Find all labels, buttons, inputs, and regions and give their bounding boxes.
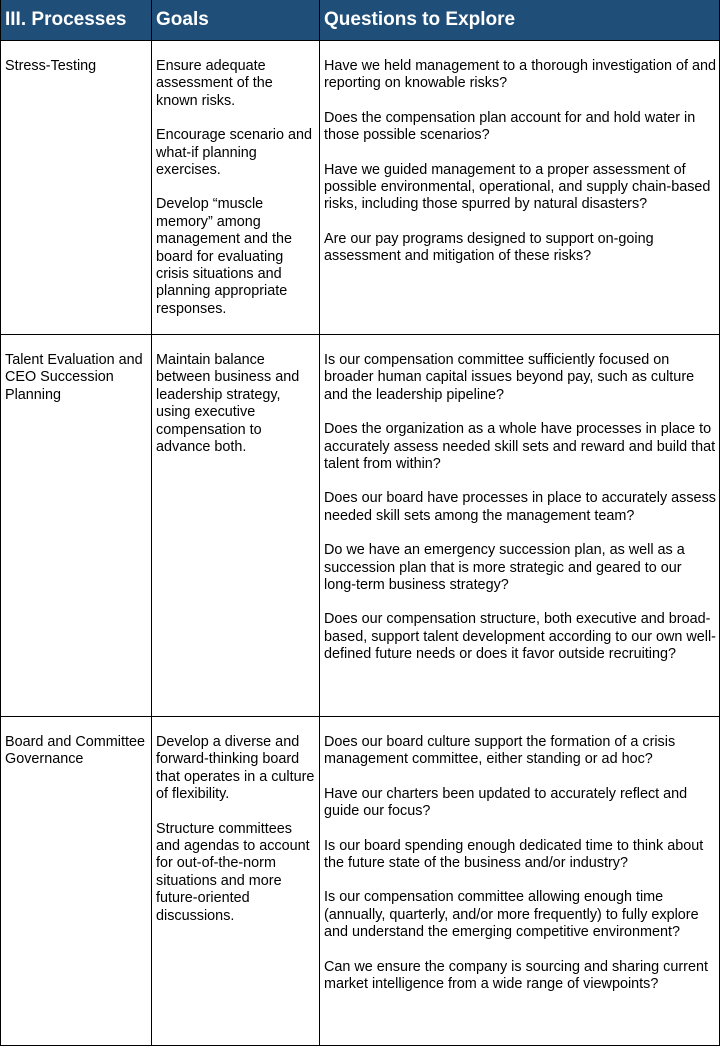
header-goals: Goals bbox=[156, 9, 209, 30]
table-header bbox=[0, 0, 720, 41]
table-row-goals bbox=[156, 734, 316, 925]
question-item: Is our compensation committee sufficiently focused on broader human capital issues beyond pay, such as culture and the leadership pipeline? bbox=[324, 352, 695, 403]
question-item: Have we held management to a thorough investigation of and reporting on knowable risks? bbox=[324, 58, 717, 92]
goal-item: Ensure adequate assessment of the known risks. bbox=[156, 58, 273, 109]
question-item: Does our board have processes in place to accurately assess needed skill sets among the management team? bbox=[324, 490, 716, 524]
border-left bbox=[0, 0, 1, 1046]
question-item: Have we guided management to a proper assessment of possible environmental, operational, and supply chain-based risks, including those spurred by natural disasters? bbox=[324, 161, 711, 213]
table-row-process: Board and Committee Governance bbox=[5, 734, 145, 768]
question-item: Have our charters been updated to accurately reflect and guide our focus? bbox=[324, 785, 688, 820]
question-item: Do we have an emergency succession plan, as well as a succession plan that is more strategic and geared to our long-term business strategy? bbox=[324, 542, 685, 594]
table-row-questions bbox=[324, 352, 716, 664]
question-item: Can we ensure the company is sourcing and sharing current market intelligence from a wide range of viewpoints? bbox=[324, 958, 708, 993]
goal-item: Structure committees and agendas to account for out-of-the-norm situations and more future-oriented discussions. bbox=[156, 820, 310, 924]
header-questions: Questions to Explore bbox=[324, 9, 516, 30]
table-row-questions bbox=[324, 734, 716, 993]
goal-item: Encourage scenario and what-if planning exercises. bbox=[156, 127, 313, 179]
question-item: Does the compensation plan account for and hold water in those possible scenarios? bbox=[324, 109, 696, 144]
column-divider-2 bbox=[319, 0, 320, 1046]
question-item: Does the organization as a whole have processes in place to accurately assess needed skill sets and reward and build that talent from within? bbox=[324, 421, 716, 473]
question-item: Is our compensation committee allowing enough time (annually, quarterly, and/or more frequently) to fully explore and understand the emerging competitive environment? bbox=[324, 889, 699, 941]
table-row-goals bbox=[156, 58, 316, 318]
table-row-process: Talent Evaluation and CEO Succession Planning bbox=[5, 352, 143, 403]
question-item: Does our compensation structure, both executive and broad-based, support talent development according to our own well-defined future needs or does it favor outside recruiting? bbox=[324, 611, 716, 663]
question-item: Are our pay programs designed to support on-going assessment and mitigation of these risks? bbox=[324, 230, 654, 265]
goal-item: Develop “muscle memory” among management and the board for evaluating crisis situations and planning appropriate responses. bbox=[156, 196, 293, 317]
header-processes: III. Processes bbox=[5, 9, 127, 30]
question-item: Is our board spending enough dedicated time to think about the future state of the business and/or industry? bbox=[324, 837, 704, 872]
column-divider-1 bbox=[151, 0, 152, 1046]
goal-item: Maintain balance between business and leadership strategy, using executive compensation to advance both. bbox=[156, 352, 300, 456]
table-row-goals bbox=[156, 352, 316, 456]
border-bottom bbox=[0, 1045, 720, 1046]
row-divider-2 bbox=[0, 716, 720, 717]
table-row-questions bbox=[324, 58, 716, 266]
question-item: Does our board culture support the formation of a crisis management committee, either standing or ad hoc? bbox=[324, 734, 676, 768]
table-row-process: Stress-Testing bbox=[5, 58, 97, 74]
goal-item: Develop a diverse and forward-thinking board that operates in a culture of flexibility. bbox=[156, 734, 315, 803]
row-divider-1 bbox=[0, 334, 720, 335]
